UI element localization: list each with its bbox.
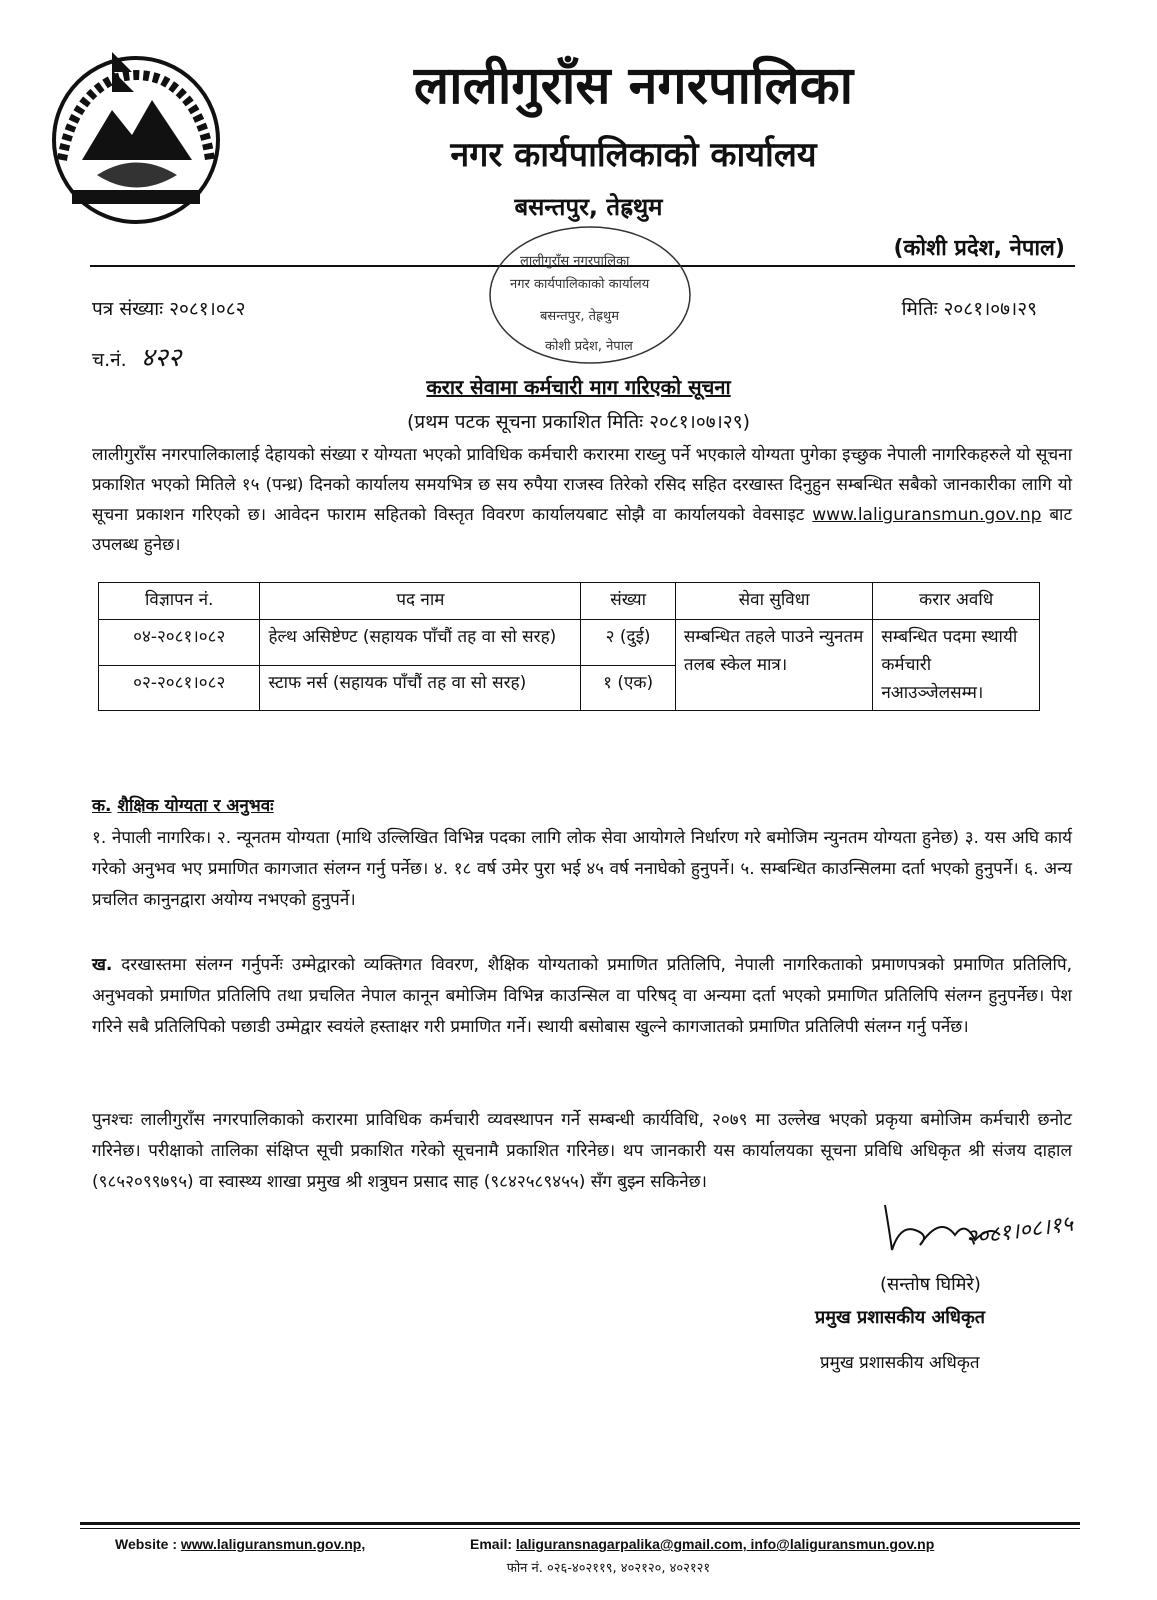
office-address: बसन्तपुर, तेह्रथुम: [514, 193, 663, 221]
col-count: संख्या: [581, 583, 676, 620]
org-name: लालीगुराँस नगरपालिका: [413, 56, 854, 116]
chalan-number: [92, 338, 181, 374]
count-cell: २ (दुई): [581, 620, 676, 666]
section-b: [92, 950, 1072, 1043]
postscript: पुनश्चः लालीगुराँस नगरपालिकाको करारमा प्राविधिक कर्मचारी व्यवस्थापन गर्ने सम्बन्धी कार्यविधि, २०७९ मा उल्लेख भएको प्रकृया बमोजिम कर्मचारी छनोट गरिनेछ। परीक्षाको तालिका संक्षिप्त सूची प्रकाशित गरेको सूचनामै प्रकाशित गरिनेछ। थप जानकारी यस कार्यालयका सूचना प्रविधि अधिकृत श्री संजय दाहाल (९८५२०९९७९५) वा स्वास्थ्य शाखा प्रमुख श्री शत्रुघन प्रसाद साह (९८४२५८९४५५) सँग बुझ्न सकिनेछ।: [92, 1110, 1072, 1192]
seal-line-4: कोशी प्रदेश, नेपाल: [545, 339, 633, 354]
website-link[interactable]: www.laliguransmun.gov.np: [812, 505, 1042, 525]
signature-date: २०८१।०८।१५: [963, 1211, 1075, 1252]
seal-line-2: नगर कार्यपालिकाको कार्यालय: [510, 277, 650, 292]
ad-no-cell: ०२-२०८१।०८२: [99, 665, 260, 711]
post-cell: हेल्थ असिष्टेण्ट (सहायक पाँचौं तह वा सो सरह): [260, 620, 581, 666]
intro-text: लालीगुराँस नगरपालिकालाई देहायको संख्या र योग्यता भएको प्राविधिक कर्मचारी करारमा राख्नु पर्ने भएकाले योग्यता पुगेका इच्छुक नेपाली नागरिकहरुले यो सूचना प्रकाशित भएको मितिले १५ (पन्ध्र) दिनको कार्यालय समयभित्र छ सय रुपैया राजस्व तिरेको रसिद सहित दरखास्त दिनुहुन सम्बन्धित सबैको जानकारीका लागि यो सूचना प्रकाशन गरिएको छ। आवेदन फाराम सहितको विस्तृत विवरण कार्यालयबाट सोझै वा कार्यालयको वेवसाइट: [92, 445, 1072, 525]
stamp-title: प्रमुख प्रशासकीय अधिकृत: [820, 1353, 980, 1373]
province: (कोशी प्रदेश, नेपाल): [893, 236, 1065, 261]
footer-phone: फोन नं. ०२६-४०२११९, ४०२१२०, ४०२१२१: [506, 1561, 711, 1576]
footer-divider-thick: [80, 1522, 1080, 1525]
chalan-value: ४२२: [140, 343, 182, 373]
chalan-label: च.नं.: [92, 349, 127, 371]
count-cell: १ (एक): [581, 665, 676, 711]
col-duration: करार अवधि: [873, 583, 1040, 620]
section-a-title: [92, 793, 274, 816]
letter-date: मितिः २०८१।०७।२९: [901, 298, 1037, 320]
notice-heading: [0, 373, 1157, 400]
footer-website-link[interactable]: www.laliguransmun.gov.np,: [180, 1536, 366, 1552]
intro-paragraph: [92, 440, 1072, 560]
notice-subheading: (प्रथम पटक सूचना प्रकाशित मितिः २०८१।०७।२९): [407, 411, 750, 433]
facility-cell: सम्बन्धित तहले पाउने न्युनतम तलब स्केल मात्र।: [675, 620, 872, 711]
footer-email-link[interactable]: laliguransnagarpalika@gmail.com, info@laliguransmun.gov.np: [515, 1536, 935, 1552]
section-a-label: क.: [92, 796, 112, 816]
vacancy-table: [98, 582, 1040, 711]
section-b-body: दरखास्तमा संलग्न गर्नुपर्नेः उम्मेद्वारको व्यक्तिगत विवरण, शैक्षिक योग्यताको प्रमाणित प्रतिलिपि, नेपाली नागरिकताको प्रमाणपत्रको प्रमाणित प्रतिलिपि, अनुभवको प्रमाणित प्रतिलिपि तथा प्रचलित नेपाल कानून बमोजिम विभिन्न काउन्सिल वा परिषद् वा अन्यमा दर्ता भएको प्रमाणित प्रतिलिपि संलग्न हुनुपर्नेछ। पेश गरिने सबै प्रतिलिपिको पछाडी उम्मेद्वार स्वयंले हस्ताक्षर गरी प्रमाणित गर्ने। स्थायी बसोबास खुल्ने कागजातको प्रमाणित प्रतिलिपी संलग्न गर्नु पर्नेछ।: [92, 955, 1072, 1037]
footer-email: [470, 1536, 934, 1552]
footer-website: [115, 1536, 365, 1552]
office-name: नगर कार्यपालिकाको कार्यालय: [450, 135, 817, 175]
col-post: पद नाम: [260, 583, 581, 620]
seal-line-3: बसन्तपुर, तेह्रथुम: [540, 309, 619, 324]
ad-no-cell: ०४-२०८१।०८२: [99, 620, 260, 666]
section-a-heading: शैक्षिक योग्यता र अनुभवः: [117, 796, 274, 816]
footer-website-label: Website :: [115, 1536, 177, 1552]
signatory-name: (सन्तोष घिमिरे): [880, 1274, 981, 1295]
reference-number: पत्र संख्याः २०८१।०८२: [92, 298, 246, 320]
section-b-label: ख.: [92, 955, 113, 975]
footer-divider-thin: [80, 1528, 1080, 1529]
footer-email-label: Email:: [470, 1536, 513, 1552]
section-a-body: १. नेपाली नागरिक। २. न्यूनतम योग्यता (माथि उल्लिखित विभिन्न पदका लागि लोक सेवा आयोगले निर्धारण गरे बमोजिम न्युनतम योग्यता हुनेछ) ३. यस अघि कार्य गरेको अनुभव भए प्रमाणित कागजात संलग्न गर्नु पर्नेछ। ४. १८ वर्ष उमेर पुरा भई ४५ वर्ष ननाघेको हुनुपर्ने। ५. सम्बन्धित काउन्सिलमा दर्ता भएको हुनुपर्ने। ६. अन्य प्रचलित कानुनद्वारा अयोग्य नभएको हुनुपर्ने।: [92, 828, 1072, 910]
col-facility: सेवा सुविधा: [675, 583, 872, 620]
col-ad-no: विज्ञापन नं.: [99, 583, 260, 620]
duration-cell: सम्बन्धित पदमा स्थायी कर्मचारी नआउञ्जेलसम्म।: [873, 620, 1040, 711]
table-row: [99, 620, 1040, 666]
signatory-title: प्रमुख प्रशासकीय अधिकृत: [815, 1307, 986, 1328]
post-cell: स्टाफ नर्स (सहायक पाँचौं तह वा सो सरह): [260, 665, 581, 711]
intro-tail: बाट उपलब्ध हुनेछ।: [92, 505, 1073, 555]
office-seal-icon: [480, 220, 700, 370]
table-header-row: [99, 583, 1040, 620]
seal-line-1: लालीगुराँस नगरपालिका: [520, 254, 630, 269]
notice-heading-text: करार सेवामा कर्मचारी माग गरिएको सूचना: [426, 375, 731, 399]
